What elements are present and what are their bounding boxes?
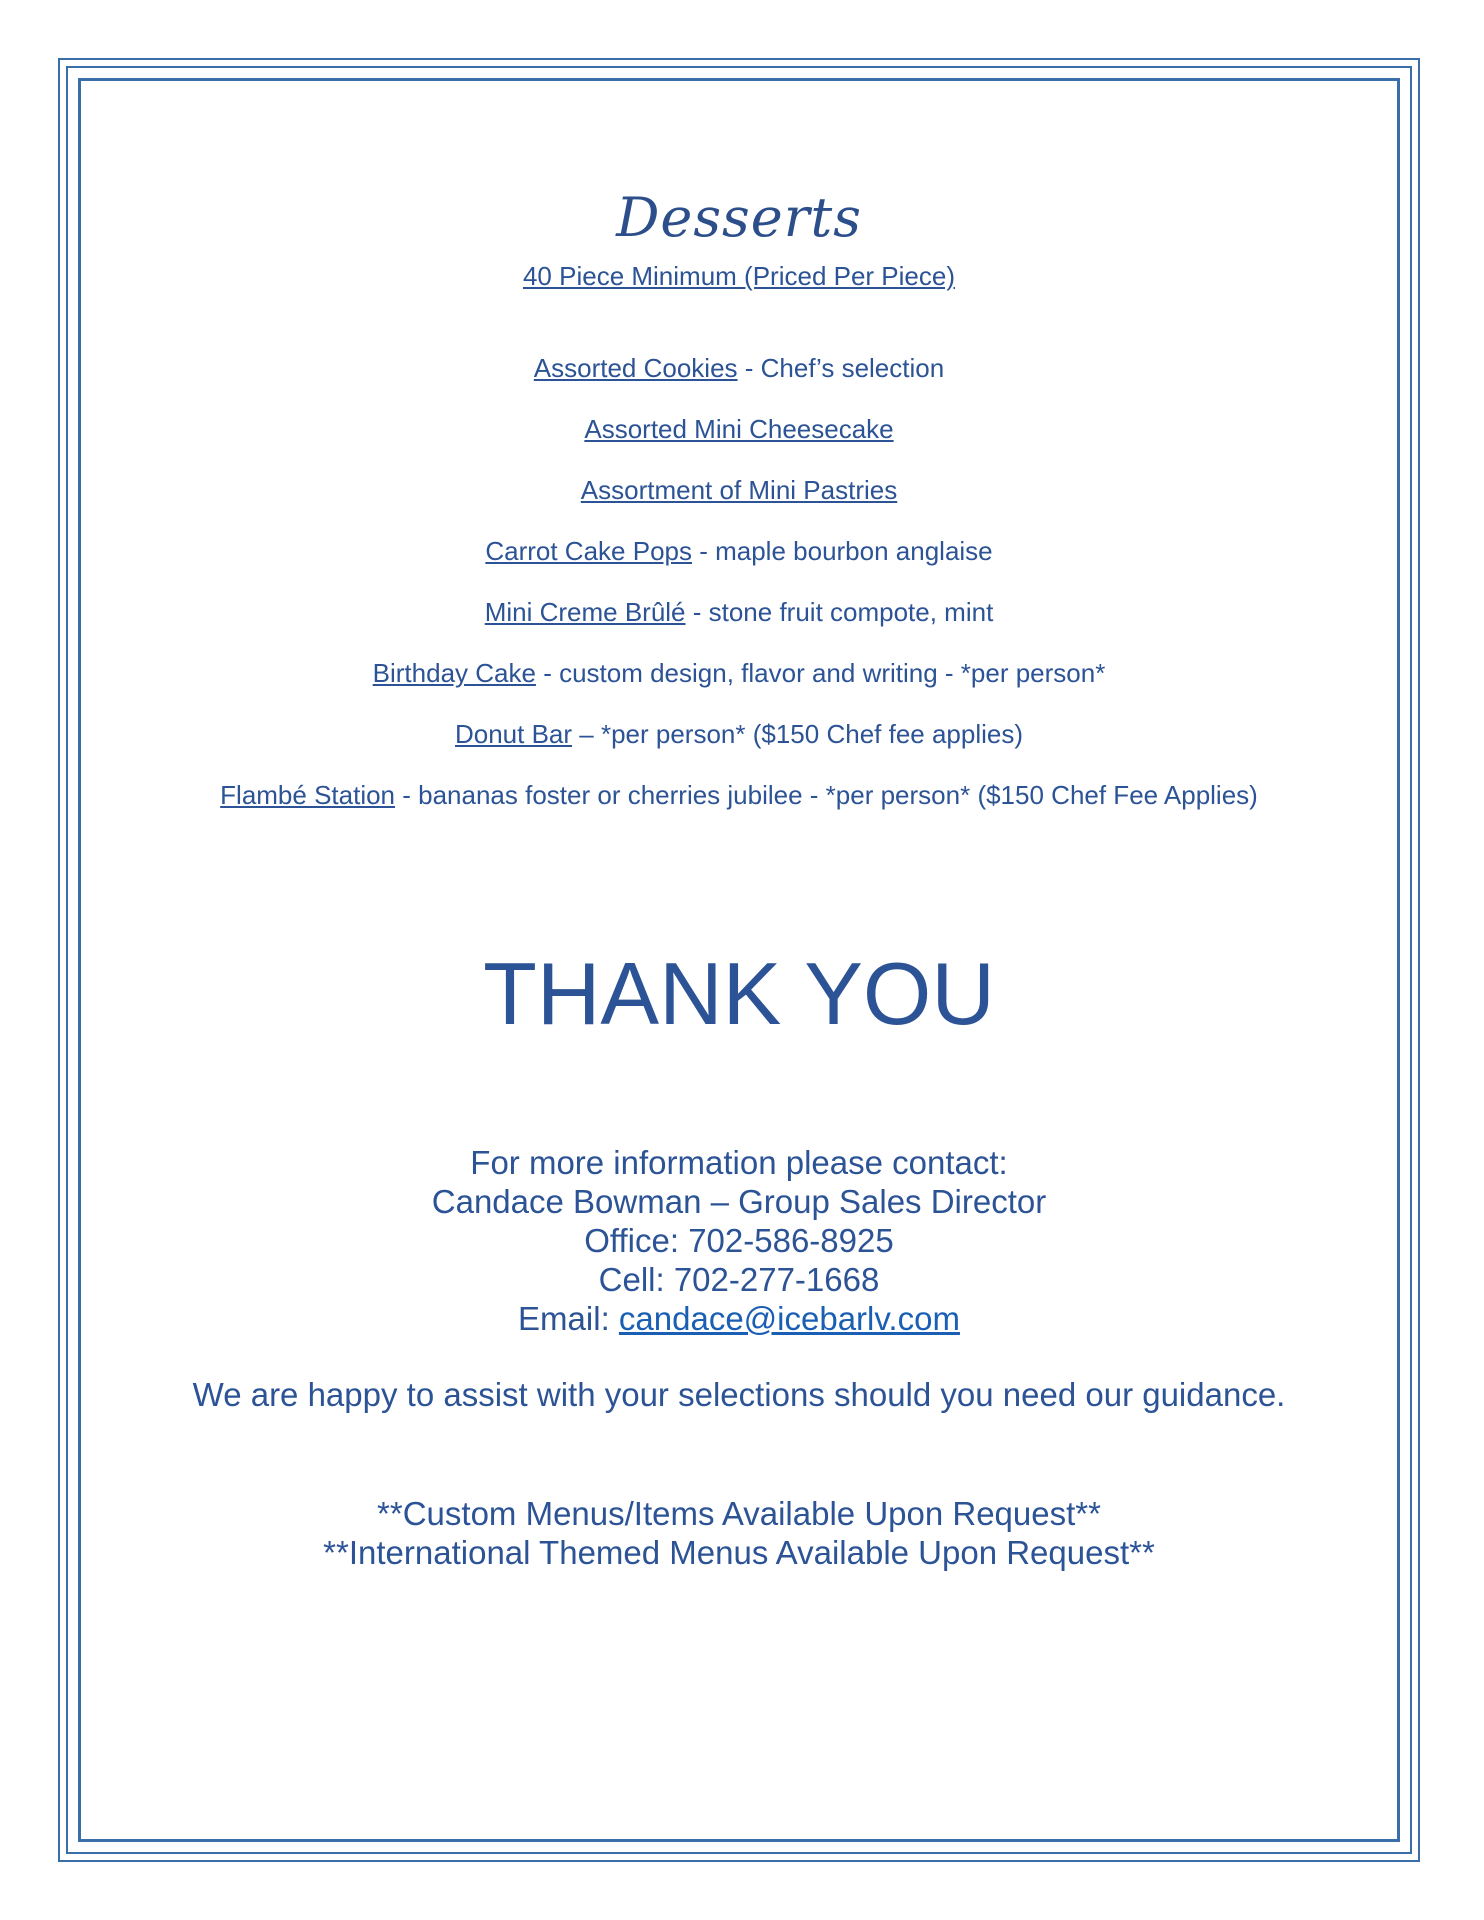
custom-menus-note: **Custom Menus/Items Available Upon Request**: [377, 1495, 1101, 1532]
item-description: - Chef’s selection: [737, 353, 945, 383]
email-link[interactable]: candace@icebarlv.com: [618, 1300, 960, 1337]
contact-intro: For more information please contact:: [470, 1144, 1008, 1181]
list-item: [81, 535, 1397, 596]
list-item: [81, 779, 1397, 840]
custom-notes: [81, 1494, 1397, 1572]
item-description: - custom design, flavor and writing - *per person*: [535, 658, 1106, 688]
item-name: Mini Creme Brûlé: [484, 597, 686, 627]
item-description: – *per person* ($150 Chef fee applies): [572, 719, 1024, 749]
item-name: Assortment of Mini Pastries: [580, 475, 898, 505]
list-item: [81, 596, 1397, 657]
thank-you-heading: THANK YOU: [483, 944, 995, 1043]
item-name: Flambé Station: [220, 780, 396, 810]
contact-name: Candace Bowman – Group Sales Director: [431, 1183, 1047, 1220]
list-item: [81, 352, 1397, 413]
item-description: - bananas foster or cherries jubilee - *per person* ($150 Chef Fee Applies): [395, 780, 1258, 810]
list-item: [81, 718, 1397, 779]
email-label: Email:: [518, 1300, 619, 1337]
dessert-list: [81, 352, 1397, 840]
assist-note: We are happy to assist with your selections should you need our guidance.: [192, 1376, 1286, 1413]
item-name: Birthday Cake: [372, 658, 536, 688]
item-name: Assorted Cookies: [533, 353, 738, 383]
item-name: Carrot Cake Pops: [485, 536, 692, 566]
list-item: [81, 474, 1397, 535]
list-item: [81, 413, 1397, 474]
cell-phone: Cell: 702-277-1668: [598, 1261, 880, 1298]
international-menus-note: **International Themed Menus Available Upon Request**: [323, 1534, 1155, 1571]
item-description: - maple bourbon anglaise: [692, 536, 993, 566]
item-name: Donut Bar: [454, 719, 573, 749]
email-line: [81, 1299, 1397, 1338]
minimum-note: 40 Piece Minimum (Priced Per Piece): [522, 261, 956, 291]
list-item: [81, 657, 1397, 718]
contact-block: [81, 1143, 1397, 1338]
office-phone: Office: 702-586-8925: [584, 1222, 894, 1259]
item-description: - stone fruit compote, mint: [685, 597, 994, 627]
page-title: Desserts: [616, 186, 862, 249]
item-name: Assorted Mini Cheesecake: [584, 414, 894, 444]
